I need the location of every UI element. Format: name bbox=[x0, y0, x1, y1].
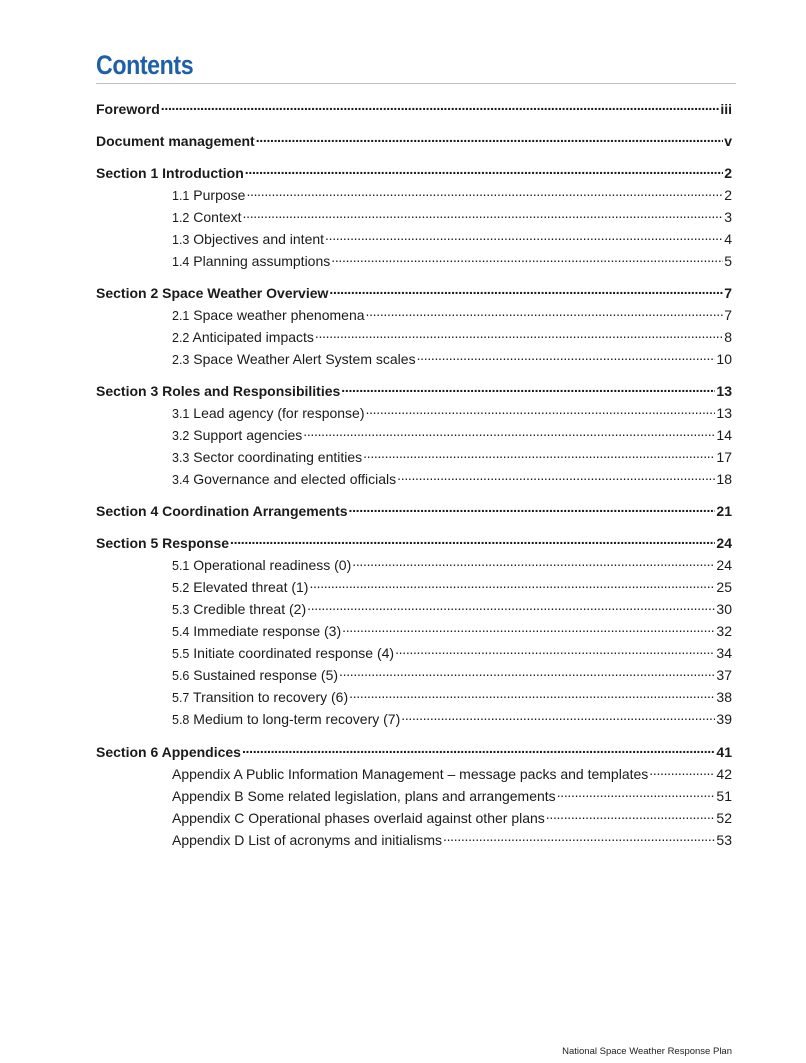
toc-page-number: 21 bbox=[716, 503, 732, 519]
toc-entry-text: Elevated threat (1) bbox=[193, 579, 309, 595]
toc-subsection-entry[interactable] bbox=[172, 706, 732, 729]
toc-entry-label bbox=[172, 426, 302, 445]
toc-page-number: 41 bbox=[716, 744, 732, 760]
toc-section-entry[interactable] bbox=[96, 498, 732, 520]
toc-section-entry[interactable] bbox=[96, 530, 732, 552]
toc-entry-text: Section 1 Introduction bbox=[96, 165, 244, 181]
toc-subsection-entry[interactable] bbox=[172, 640, 732, 663]
toc-entry-text: Section 4 Coordination Arrangements bbox=[96, 503, 348, 519]
toc-page-number: 42 bbox=[716, 766, 732, 782]
toc-page-number: 3 bbox=[724, 209, 732, 225]
toc-entry-label bbox=[172, 328, 314, 347]
toc-dot-leader bbox=[303, 422, 715, 440]
toc-subsection-entry[interactable] bbox=[172, 346, 732, 369]
toc-page-number: 5 bbox=[724, 253, 732, 269]
toc-page-number: 4 bbox=[724, 231, 732, 247]
toc-dot-leader bbox=[443, 827, 715, 845]
toc-entry-label bbox=[172, 252, 330, 271]
toc-entry-text: Section 3 Roles and Responsibilities bbox=[96, 383, 341, 399]
toc-entry-number: 1.1 bbox=[172, 189, 190, 203]
toc-subsection-entry[interactable] bbox=[172, 226, 732, 249]
toc-entry-label bbox=[96, 743, 241, 761]
toc-entry-label bbox=[172, 306, 365, 325]
toc-section-entry[interactable] bbox=[96, 128, 732, 150]
toc-entry-text: Purpose bbox=[193, 187, 246, 203]
toc-page-number: 7 bbox=[724, 307, 732, 323]
toc-entry-number: 1.4 bbox=[172, 255, 190, 269]
toc-dot-leader bbox=[342, 618, 715, 636]
toc-entry-text: Appendix C Operational phases overlaid against other plans bbox=[172, 810, 545, 826]
toc-subsection-entry[interactable] bbox=[172, 662, 732, 685]
toc-page-number: 2 bbox=[724, 187, 732, 203]
toc-entry-label bbox=[172, 666, 338, 685]
toc-entry-label bbox=[172, 230, 324, 249]
toc-dot-leader bbox=[256, 128, 724, 146]
toc-entry-number: 5.3 bbox=[172, 603, 190, 617]
toc-dot-leader bbox=[230, 530, 715, 548]
toc-page-number: 34 bbox=[716, 645, 732, 661]
toc-entry-text: Section 2 Space Weather Overview bbox=[96, 285, 329, 301]
toc-entry-label bbox=[96, 534, 229, 552]
toc-page-number: 30 bbox=[716, 601, 732, 617]
toc-dot-leader bbox=[352, 552, 715, 570]
toc-entry-text: Planning assumptions bbox=[193, 253, 331, 269]
toc-entry-label bbox=[172, 350, 416, 369]
toc-entry-text: Lead agency (for response) bbox=[193, 405, 365, 421]
toc-entry-label bbox=[172, 622, 341, 641]
toc-entry-text: Sustained response (5) bbox=[193, 667, 339, 683]
toc-entry-number: 5.8 bbox=[172, 713, 190, 727]
toc-dot-leader bbox=[325, 226, 723, 244]
toc-dot-leader bbox=[243, 204, 724, 222]
toc-entry-number: 5.5 bbox=[172, 647, 190, 661]
toc-entry-text: Sector coordinating entities bbox=[193, 449, 363, 465]
toc-subsection-entry[interactable] bbox=[172, 324, 732, 347]
toc-entry-number: 3.3 bbox=[172, 451, 190, 465]
toc-entry-number: 5.7 bbox=[172, 691, 190, 705]
toc-entry-text: Anticipated impacts bbox=[192, 329, 314, 345]
toc-page-number: 10 bbox=[716, 351, 732, 367]
toc-entry-text: Support agencies bbox=[193, 427, 303, 443]
toc-entry-label bbox=[172, 208, 242, 227]
title-divider bbox=[96, 83, 736, 84]
toc-dot-leader bbox=[395, 640, 715, 658]
toc-subsection-entry[interactable] bbox=[172, 618, 732, 641]
toc-entry-label bbox=[96, 382, 340, 400]
toc-section-entry[interactable] bbox=[96, 96, 732, 118]
toc-subsection-entry[interactable] bbox=[172, 204, 732, 227]
toc-section-entry[interactable] bbox=[96, 280, 732, 302]
toc-entry-number: 5.6 bbox=[172, 669, 190, 683]
toc-page-number: 39 bbox=[716, 711, 732, 727]
toc-entry-label bbox=[172, 710, 400, 729]
toc-page-number: 7 bbox=[724, 285, 732, 301]
toc-dot-leader bbox=[366, 400, 716, 418]
toc-subsection-entry[interactable] bbox=[172, 805, 732, 827]
toc-dot-leader bbox=[245, 160, 723, 178]
toc-entry-text: Foreword bbox=[96, 101, 160, 117]
toc-entry-label bbox=[172, 556, 351, 575]
toc-subsection-entry[interactable] bbox=[172, 596, 732, 619]
toc-page-number: 37 bbox=[716, 667, 732, 683]
toc-subsection-entry[interactable] bbox=[172, 182, 732, 205]
toc-dot-leader bbox=[366, 302, 724, 320]
toc-entry-number: 3.1 bbox=[172, 407, 190, 421]
toc-entry-label bbox=[172, 448, 362, 467]
toc-entry-text: Immediate response (3) bbox=[193, 623, 342, 639]
toc-entry-text: Section 6 Appendices bbox=[96, 744, 241, 760]
toc-page-number: 8 bbox=[724, 329, 732, 345]
toc-entry-number: 3.4 bbox=[172, 473, 190, 487]
toc-section-entry[interactable] bbox=[96, 739, 732, 761]
toc-section-entry[interactable] bbox=[96, 160, 732, 182]
toc-entry-label bbox=[96, 164, 244, 182]
toc-dot-leader bbox=[309, 574, 715, 592]
toc-entry-label bbox=[96, 284, 328, 302]
toc-dot-leader bbox=[315, 324, 723, 342]
toc-dot-leader bbox=[401, 706, 715, 724]
toc-entry-text: Space weather phenomena bbox=[193, 307, 365, 323]
page-title: Contents bbox=[96, 50, 194, 80]
toc-entry-label bbox=[172, 186, 245, 205]
toc-page-number: 32 bbox=[716, 623, 732, 639]
toc-entry-label bbox=[96, 502, 348, 520]
toc-subsection-entry[interactable] bbox=[172, 302, 732, 325]
toc-entry-text: Section 5 Response bbox=[96, 535, 230, 551]
toc-entry-number: 3.2 bbox=[172, 429, 190, 443]
toc-entry-text: Appendix D List of acronyms and initialisms bbox=[172, 832, 443, 848]
toc-entry-text: Governance and elected officials bbox=[193, 471, 397, 487]
toc-entry-label bbox=[172, 600, 306, 619]
toc-entry-label bbox=[172, 831, 442, 849]
toc-entry-number: 5.4 bbox=[172, 625, 190, 639]
toc-entry-label bbox=[96, 100, 160, 118]
toc-page-number: 13 bbox=[716, 405, 732, 421]
toc-entry-label bbox=[96, 132, 255, 150]
toc-subsection-entry[interactable] bbox=[172, 684, 732, 707]
toc-section-entry[interactable] bbox=[96, 378, 732, 400]
toc-page-number: 17 bbox=[716, 449, 732, 465]
toc-entry-number: 5.2 bbox=[172, 581, 190, 595]
toc-entry-text: Transition to recovery (6) bbox=[193, 689, 349, 705]
toc-subsection-entry[interactable] bbox=[172, 574, 732, 597]
toc-subsection-entry[interactable] bbox=[172, 552, 732, 575]
toc-page-number: iii bbox=[720, 101, 732, 117]
toc-entry-number: 2.1 bbox=[172, 309, 190, 323]
toc-dot-leader bbox=[339, 662, 715, 680]
toc-entry-number: 5.1 bbox=[172, 559, 190, 573]
toc-subsection-entry[interactable] bbox=[172, 400, 732, 423]
toc-dot-leader bbox=[331, 248, 723, 266]
toc-dot-leader bbox=[329, 280, 723, 298]
toc-entry-label bbox=[172, 809, 545, 827]
toc-page-number: 2 bbox=[724, 165, 732, 181]
toc-dot-leader bbox=[341, 378, 715, 396]
toc-subsection-entry[interactable] bbox=[172, 783, 732, 805]
toc-entry-text: Operational readiness (0) bbox=[193, 557, 352, 573]
toc-subsection-entry[interactable] bbox=[172, 761, 732, 783]
toc-entry-text: Appendix B Some related legislation, plans and arrangements bbox=[172, 788, 556, 804]
toc-entry-text: Objectives and intent bbox=[193, 231, 325, 247]
toc-page-number: 24 bbox=[716, 535, 732, 551]
toc-subsection-entry[interactable] bbox=[172, 466, 732, 489]
toc-entry-label bbox=[172, 404, 365, 423]
toc-subsection-entry[interactable] bbox=[172, 444, 732, 467]
toc-entry-label bbox=[172, 765, 648, 783]
toc-dot-leader bbox=[397, 466, 715, 484]
toc-subsection-entry[interactable] bbox=[172, 248, 732, 271]
toc-page-number: 51 bbox=[716, 788, 732, 804]
toc-entry-text: Initiate coordinated response (4) bbox=[193, 645, 395, 661]
toc-entry-label bbox=[172, 688, 348, 707]
toc-entry-text: Context bbox=[193, 209, 242, 225]
toc-dot-leader bbox=[161, 96, 720, 114]
toc-entry-label bbox=[172, 644, 394, 663]
toc-dot-leader bbox=[349, 498, 716, 516]
toc-entry-text: Medium to long-term recovery (7) bbox=[193, 711, 401, 727]
toc-entry-text: Appendix A Public Information Management – message packs and templates bbox=[172, 766, 649, 782]
toc-entry-text: Document management bbox=[96, 133, 255, 149]
toc-entry-number: 1.2 bbox=[172, 211, 190, 225]
toc-page-number: 18 bbox=[716, 471, 732, 487]
toc-dot-leader bbox=[557, 783, 716, 801]
toc-dot-leader bbox=[363, 444, 715, 462]
toc-page-number: 24 bbox=[716, 557, 732, 573]
toc-entry-number: 2.2 bbox=[172, 331, 190, 345]
toc-entry-label bbox=[172, 787, 556, 805]
toc-page-number: 13 bbox=[716, 383, 732, 399]
toc-dot-leader bbox=[242, 739, 715, 757]
toc-page-number: 25 bbox=[716, 579, 732, 595]
toc-page-number: 53 bbox=[716, 832, 732, 848]
toc-dot-leader bbox=[349, 684, 715, 702]
toc-entry-text: Credible threat (2) bbox=[193, 601, 307, 617]
toc-page-number: 38 bbox=[716, 689, 732, 705]
toc-dot-leader bbox=[307, 596, 715, 614]
toc-subsection-entry[interactable] bbox=[172, 827, 732, 849]
footer-document-title: National Space Weather Response Plan bbox=[562, 1046, 732, 1057]
toc-entry-label bbox=[172, 578, 308, 597]
toc-dot-leader bbox=[417, 346, 716, 364]
toc-subsection-entry[interactable] bbox=[172, 422, 732, 445]
toc-entry-number: 1.3 bbox=[172, 233, 190, 247]
toc-page-number: v bbox=[724, 133, 732, 149]
toc-dot-leader bbox=[246, 182, 723, 200]
toc-entry-number: 2.3 bbox=[172, 353, 190, 367]
toc-page-number: 52 bbox=[716, 810, 732, 826]
toc-dot-leader bbox=[546, 805, 716, 823]
toc-entry-label bbox=[172, 470, 396, 489]
toc-entry-text: Space Weather Alert System scales bbox=[193, 351, 416, 367]
toc-page-number: 14 bbox=[716, 427, 732, 443]
toc-dot-leader bbox=[649, 761, 715, 779]
